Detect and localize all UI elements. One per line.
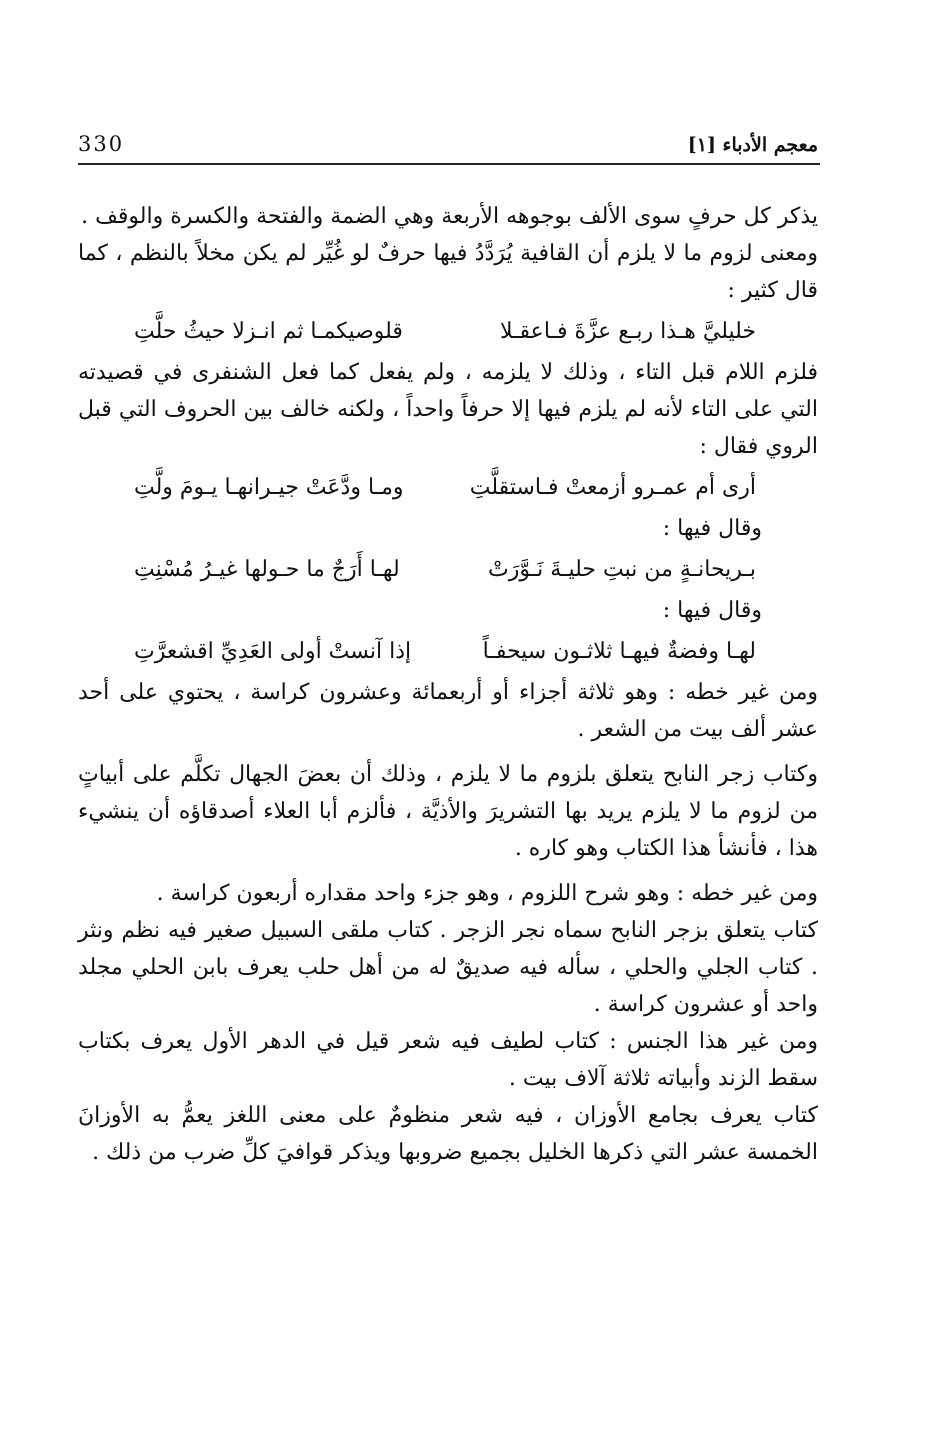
- paragraph: ومعنى لزوم ما لا يلزم أن القافية يُرَدَّدُ فيها حرفٌ لو غُيِّر لم يكن مخلاً بالنظم ، كما قال كثير :: [78, 241, 818, 303]
- running-header: [78, 130, 818, 160]
- verse-first-hemistich: خليليَّ هـذا ربـع عزَّةَ فـاعقـلا: [499, 319, 756, 344]
- verse-line: [78, 551, 818, 588]
- paragraph: ومن غير هذا الجنس : كتاب لطيف فيه شعر قيل في الدهر الأول يعرف بكتاب سقط الزند وأبياته ثلاثة آلاف بيت .: [78, 1029, 818, 1091]
- paragraph: يذكر كل حرفٍ سوى الألف بوجوهه الأربعة وهي الضمة والفتحة والكسرة والوقف .: [81, 204, 818, 229]
- verse-intro: وقال فيها :: [662, 598, 762, 623]
- paragraph: كتاب يعرف بجامع الأوزان ، فيه شعر منظومٌ على معنى اللغز يعمُّ به الأوزانَ الخمسة عشر التي ذكرها الخليل بجميع ضروبها ويذكر قوافيَ كلِّ ضرب من ذلك .: [78, 1103, 818, 1165]
- header-rule: [78, 163, 820, 165]
- verse-second-hemistich: قلوصيكمـا ثم انـزلا حيثُ حلَّتِ: [134, 319, 403, 344]
- verse-line: [78, 469, 818, 506]
- book-title: معجم الأدباء [١]: [687, 134, 818, 156]
- verse-intro: وقال فيها :: [662, 516, 762, 541]
- paragraph: ومن غير خطه : وهو شرح اللزوم ، وهو جزء واحد مقداره أربعون كراسة .: [156, 881, 818, 906]
- paragraph: كتاب يتعلق بزجر النابح سماه نجر الزجر . كتاب ملقى السبيل صغير فيه نظم ونثر . كتاب الجلي والحلي ، سأله فيه صديقٌ له من أهل حلب يعرف بابن الحلي مجلد واحد أو عشرون كراسة .: [78, 918, 818, 1017]
- page-body: [78, 198, 818, 1171]
- page-number: 330: [78, 132, 125, 156]
- verse-line: [78, 313, 818, 350]
- verse-second-hemistich: لهـا أَرَجٌ ما حـولها غيـرُ مُسْنِتِ: [134, 557, 400, 582]
- verse-line: [78, 633, 818, 670]
- verse-first-hemistich: أرى أم عمـرو أزمعتْ فـاستقلَّتِ: [469, 475, 756, 500]
- verse-second-hemistich: ومـا ودَّعَتْ جيـرانهـا يـومَ ولَّتِ: [134, 475, 404, 500]
- verse-first-hemistich: لهـا وفضةٌ فيهـا ثلاثـون سيحفـاً: [482, 639, 756, 664]
- paragraph: فلزم اللام قبل التاء ، وذلك لا يلزمه ، ولم يفعل كما فعل الشنفرى في قصيدته التي على التاء لأنه لم يلزم فيها إلا حرفاً واحداً ، ولكنه خالف بين الحروف التي قبل الروي فقال :: [78, 360, 818, 459]
- verse-second-hemistich: إذا آنستْ أولى العَدِيِّ اقشعرَّتِ: [134, 639, 412, 664]
- paragraph: ومن غير خطه : وهو ثلاثة أجزاء أو أربعمائة وعشرون كراسة ، يحتوي على أحد عشر ألف بيت من الشعر .: [78, 680, 818, 742]
- verse-first-hemistich: بـريحانـةٍ من نبتِ حليـةَ نَـوَّرَتْ: [488, 557, 756, 582]
- paragraph: وكتاب زجر النابح يتعلق بلزوم ما لا يلزم ، وذلك أن بعضَ الجهال تكلَّم على أبياتٍ من لزوم ما لا يلزم يريد بها التشريرَ والأذيَّة ، فألزم أبا العلاء أصدقاؤه أن ينشيء هذا ، فأنشأ هذا الكتاب وهو كاره .: [78, 762, 819, 861]
